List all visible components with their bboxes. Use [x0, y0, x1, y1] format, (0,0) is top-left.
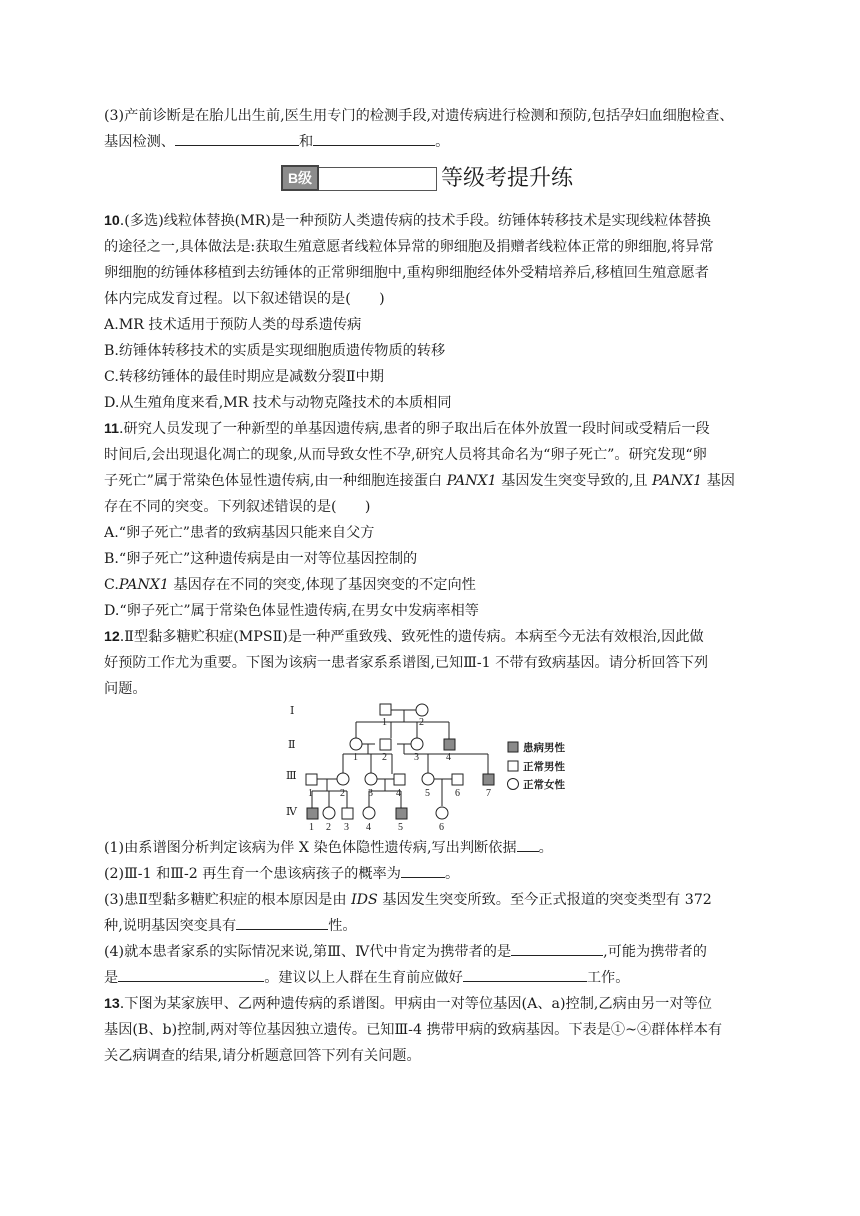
option-c[interactable]: C.转移纺锤体的最佳时期应是减数分裂Ⅱ中期	[104, 369, 384, 385]
individual-number: 6	[455, 788, 460, 799]
normal-female-symbol	[365, 773, 377, 785]
normal-male-symbol	[394, 774, 405, 785]
individual-number: 1	[308, 788, 313, 799]
gene-name: IDS	[351, 892, 378, 908]
subquestion-2: (2)Ⅲ-1 和Ⅲ-2 再生育一个患该病孩子的概率为 。	[104, 861, 774, 887]
affected-male-symbol	[307, 808, 318, 819]
normal-male-symbol	[306, 774, 317, 785]
question-10: 10.(多选)线粒体替换(MR)是一种预防人类遗传病的技术手段。纺锤体转移技术是实现线粒体替换 的途径之一,具体做法是:获取生殖意愿者线粒体异常的卵细胞及捐赠者线粒体正常的卵细胞,将异常 卵细胞的纺锤体移植到去纺锤体的正常卵细胞中,重构卵细胞经体外受精培养后,移植回生殖意愿者 体内完成发育过程。以下叙述错误的是( ) A.MR 技术适用于预防人类的母系遗传病 B.纺锤体转移技术的实质是实现细胞质遗传物质的转移 C.转移纺锤体的最佳时期应是减数分裂Ⅱ中期 D.从生殖角度来看,MR 技术与动物克隆技术的本质相同	[104, 208, 774, 416]
generation-label: Ⅰ	[290, 705, 295, 717]
answer-blank[interactable]	[236, 915, 328, 930]
generation-label: Ⅱ	[288, 739, 296, 751]
individual-number: 5	[398, 822, 403, 833]
answer-blank[interactable]	[313, 131, 435, 146]
question-number: 12	[104, 629, 120, 645]
question-number: 13	[104, 996, 120, 1012]
generation-label: Ⅳ	[286, 806, 297, 818]
question-11: 11.研究人员发现了一种新型的单基因遗传病,患者的卵子取出后在体外放置一段时间或受精后一段 时间后,会出现退化凋亡的现象,从而导致女性不孕,研究人员将其命名为“卵子死亡”。研究发现“卵 子死亡”属于常染色体显性遗传病,由一种细胞连接蛋白 PANX1 基因发生突变导致的,且 PANX1 基因 存在不同的突变。下列叙述错误的是( ) A.“卵子死亡”患者的致病基因只能来自父方 B.“卵子死亡”这种遗传病是由一对等位基因控制的 C.PANX1 基因存在不同的突变,体现了基因突变的不定向性 D.“卵子死亡”属于常染色体显性遗传病,在男女中发病率相等	[104, 416, 774, 624]
normal-male-symbol	[380, 704, 391, 715]
normal-female-symbol	[422, 773, 434, 785]
option-b[interactable]: B.纺锤体转移技术的实质是实现细胞质遗传物质的转移	[104, 343, 446, 359]
individual-number: 1	[382, 717, 387, 728]
normal-female-symbol	[323, 807, 335, 819]
answer-blank[interactable]	[401, 863, 445, 878]
normal-female-symbol	[436, 807, 448, 819]
generation-label: Ⅲ	[286, 770, 297, 782]
gene-name: PANX1	[652, 473, 703, 489]
individual-number: 6	[439, 822, 444, 833]
option-a[interactable]: A.MR 技术适用于预防人类的母系遗传病	[104, 317, 362, 333]
subquestion-3: (3)患Ⅱ型黏多糖贮积症的根本原因是由 IDS 基因发生突变所致。至今正式报道的突变类型有 372	[104, 892, 712, 908]
subquestion-1: (1)由系谱图分析判定该病为伴 X 染色体隐性遗传病,写出判断依据 。	[104, 835, 774, 861]
individual-number: 3	[368, 788, 373, 799]
normal-male-symbol	[452, 774, 463, 785]
section-title: 等级考提升练	[441, 166, 574, 191]
affected-male-symbol	[483, 774, 494, 785]
question-12-subparts: (1)由系谱图分析判定该病为伴 X 染色体隐性遗传病,写出判断依据 。 (2)Ⅲ-1 和Ⅲ-2 再生育一个患该病孩子的概率为 。 (3)患Ⅱ型黏多糖贮积症的根本原因是由 IDS 基因发生突变所致。至今正式报道的突变类型有 372 种,说明基因突变具有 性。 (4)就本患者家系的实际情况来说,第Ⅲ、Ⅳ代中肯定为携带者的是 ,可能为携带者的 是 。建议以上人群在生育前应做好 工作。	[104, 835, 774, 991]
subquestion-4: (4)就本患者家系的实际情况来说,第Ⅲ、Ⅳ代中肯定为携带者的是 ,可能为携带者的	[104, 939, 774, 965]
gene-name: PANX1	[446, 473, 497, 489]
normal-female-symbol	[350, 738, 362, 750]
level-badge: B级	[281, 165, 319, 191]
answer-blank[interactable]	[463, 967, 587, 982]
individual-number: 2	[419, 717, 424, 728]
individual-number: 3	[414, 752, 419, 763]
individual-number: 4	[396, 788, 401, 799]
normal-female-symbol	[411, 738, 423, 750]
individual-number: 1	[309, 822, 314, 833]
option-d[interactable]: D.从生殖角度来看,MR 技术与动物克隆技术的本质相同	[104, 395, 452, 411]
answer-blank[interactable]	[511, 941, 603, 956]
question-12: 12.Ⅱ型黏多糖贮积症(MPSⅡ)是一种严重致残、致死性的遗传病。本病至今无法有效根治,因此做 好预防工作尤为重要。下图为该病一患者家系系谱图,已知Ⅲ-1 不带有致病基因。请分析回答下列 问题。	[104, 629, 709, 697]
answer-blank[interactable]	[175, 131, 299, 146]
pedigree-chart	[280, 698, 580, 836]
legend-label: 正常女性	[523, 779, 565, 791]
answer-blank[interactable]	[517, 837, 539, 852]
option-d[interactable]: D.“卵子死亡”属于常染色体显性遗传病,在男女中发病率相等	[104, 603, 479, 619]
section-banner	[281, 163, 601, 195]
individual-number: 2	[326, 822, 331, 833]
legend-label: 患病男性	[523, 742, 565, 754]
normal-male-symbol	[380, 739, 391, 750]
question-number: 11	[104, 421, 119, 437]
q9-part3	[104, 103, 774, 155]
option-c[interactable]: C.PANX1 基因存在不同的突变,体现了基因突变的不定向性	[104, 577, 476, 593]
individual-number: 1	[353, 752, 358, 763]
option-a[interactable]: A.“卵子死亡”患者的致病基因只能来自父方	[104, 525, 375, 541]
normal-female-symbol	[337, 773, 349, 785]
normal-female-symbol	[363, 807, 375, 819]
individual-number: 2	[382, 752, 387, 763]
q9-part3-line2: 基因检测、 和 。	[104, 129, 774, 155]
individual-number: 7	[486, 788, 491, 799]
individual-number: 4	[446, 752, 451, 763]
question-number: 10	[104, 213, 120, 229]
individual-number: 2	[340, 788, 345, 799]
pedigree-legend	[508, 741, 566, 791]
badge-frame	[319, 167, 437, 191]
affected-male-symbol	[396, 808, 407, 819]
affected-male-symbol	[444, 739, 455, 750]
individual-number: 4	[366, 822, 371, 833]
individual-number: 3	[344, 822, 349, 833]
q9-part3-line1: (3)产前诊断是在胎儿出生前,医生用专门的检测手段,对遗传病进行检测和预防,包括孕妇血细胞检查、	[104, 108, 734, 124]
answer-blank[interactable]	[118, 967, 264, 982]
individual-number: 5	[425, 788, 430, 799]
normal-male-symbol	[342, 808, 353, 819]
legend-label: 正常男性	[523, 761, 565, 773]
option-b[interactable]: B.“卵子死亡”这种遗传病是由一对等位基因控制的	[104, 551, 418, 567]
question-13: 13.下图为某家族甲、乙两种遗传病的系谱图。甲病由一对等位基因(A、a)控制,乙病由另一对等位 基因(B、b)控制,两对等位基因独立遗传。已知Ⅲ-4 携带甲病的致病基因。下表是①~④群体样本有 关乙病调查的结果,请分析题意回答下列有关问题。	[104, 996, 723, 1064]
normal-female-symbol	[416, 704, 428, 716]
